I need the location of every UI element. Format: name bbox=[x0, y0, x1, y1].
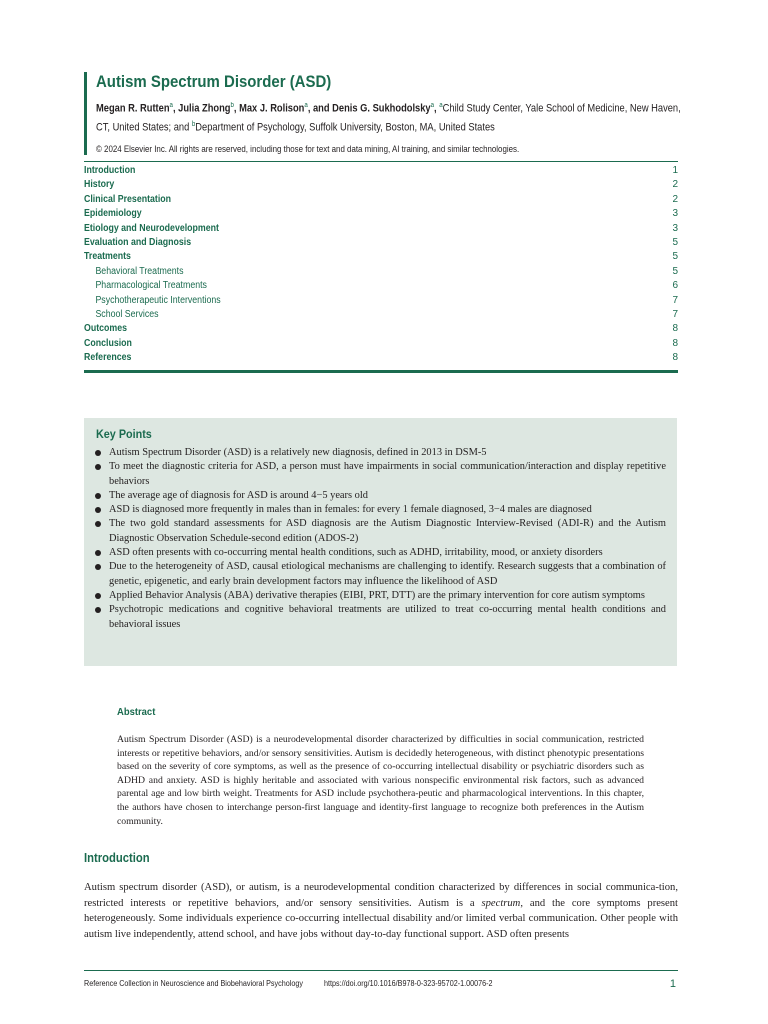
toc-entry-page: 7 bbox=[672, 294, 678, 306]
toc-entry[interactable] bbox=[84, 193, 678, 207]
key-point-item bbox=[94, 446, 666, 460]
bullet-icon bbox=[95, 607, 101, 613]
intro-emphasis: spectrum bbox=[481, 897, 521, 909]
key-point-text: Due to the heterogeneity of ASD, causal etiological mechanisms are challenging to identify. Research suggests that a combination of genetic, epigenetic, and early brain development factors may influence the likelihood of ASD bbox=[109, 561, 666, 587]
affiliation-marker: a bbox=[304, 102, 308, 109]
toc-entry-label[interactable]: Clinical Presentation bbox=[84, 193, 172, 205]
abstract-text: Autism Spectrum Disorder (ASD) is a neurodevelopmental disorder characterized by difficulties in social communication, restricted interests or repetitive behaviors, and/or sensory sensitivities. Autism is decidedly heterogeneous, with distinct phenotypic presentations based on the severity of core symptoms, as well as the presence of co-occurring intellectual disability or psychiatric disorders such as ADHD and anxiety. ASD is highly heritable and associated with various nonspecific environmental risk factors, such as advanced parental age and low birth weight. Treatments for ASD include psychothera-peutic and pharmacological interventions. In this chapter, the authors have chosen to interchange person-first language and identity-first language to recognize both preferences in the Autism community. bbox=[117, 734, 644, 827]
toc-entry-page: 5 bbox=[672, 265, 678, 277]
key-points-list bbox=[94, 446, 666, 632]
key-point-text: ASD is diagnosed more frequently in males than in females: for every 1 female diagnosed, 3−4 males are diagnosed bbox=[109, 504, 592, 516]
intro-text-part: , and the core symptoms present heterogeneously. Some individuals experience co-occurring intellectual disability and/or limited verbal communication. Other people with autism live independently, attend school, and have jobs without day-to-day functional support. ASD often presents bbox=[84, 897, 678, 940]
toc-entry[interactable] bbox=[84, 207, 678, 221]
author-separator: , bbox=[434, 102, 440, 115]
key-point-text: To meet the diagnostic criteria for ASD, a person must have impairments in social communication/interaction and display repetitive behaviors bbox=[109, 461, 666, 487]
author-name[interactable]: Julia Zhong bbox=[178, 102, 231, 115]
toc-entry-label[interactable]: Epidemiology bbox=[84, 208, 142, 220]
toc-entry[interactable] bbox=[84, 337, 678, 351]
toc-entry-page: 7 bbox=[672, 308, 678, 320]
toc-entry-page: 2 bbox=[672, 193, 678, 205]
toc-entry[interactable] bbox=[84, 351, 678, 365]
article-header bbox=[84, 72, 696, 155]
toc-entry[interactable] bbox=[84, 279, 678, 293]
key-point-text: Psychotropic medications and cognitive behavioral treatments are utilized to treat co-occurring mental health conditions and behavioral issues bbox=[109, 604, 666, 630]
affiliation-marker: b bbox=[191, 120, 196, 128]
page-number: 1 bbox=[669, 978, 676, 990]
footer-doi-link[interactable]: https://doi.org/10.1016/B978-0-323-95702-1.00076-2 bbox=[324, 979, 493, 988]
toc-entry-label[interactable]: Psychotherapeutic Interventions bbox=[95, 294, 221, 306]
toc-entry-page: 3 bbox=[672, 208, 678, 220]
table-of-contents bbox=[84, 164, 678, 365]
intro-text-part: Autism spectrum disorder (ASD), or autism, is a neurodevelopmental condition characterized by differences in social communica-tion, restricted interests or repetitive behaviors, and/or sensory sensitivities. Autism is a bbox=[84, 882, 678, 909]
toc-entry[interactable] bbox=[84, 236, 678, 250]
toc-entry[interactable] bbox=[84, 250, 678, 264]
introduction-text bbox=[84, 880, 678, 942]
key-points-heading: Key Points bbox=[96, 427, 152, 441]
bullet-icon bbox=[95, 521, 101, 527]
bullet-icon bbox=[95, 450, 101, 456]
author-separator: , bbox=[172, 102, 179, 115]
key-point-item bbox=[94, 460, 666, 489]
key-point-text: The average age of diagnosis for ASD is around 4−5 years old bbox=[109, 489, 368, 501]
abstract-heading: Abstract bbox=[117, 706, 156, 718]
bullet-icon bbox=[95, 550, 101, 556]
affiliation-marker: a bbox=[169, 102, 173, 109]
toc-entry-label[interactable]: School Services bbox=[95, 308, 159, 320]
footer-divider bbox=[84, 970, 678, 971]
toc-entry-page: 8 bbox=[672, 352, 678, 364]
toc-entry-page: 8 bbox=[672, 323, 678, 335]
affiliation-marker: b bbox=[230, 102, 234, 109]
article-title: Autism Spectrum Disorder (ASD) bbox=[96, 72, 332, 91]
toc-entry[interactable] bbox=[84, 222, 678, 236]
copyright-notice: © 2024 Elsevier Inc. All rights are reserved, including those for text and data mining, AI training, and similar technologies. bbox=[96, 144, 520, 155]
author-name[interactable]: Megan R. Rutten bbox=[96, 102, 170, 115]
author-separator: , bbox=[233, 102, 240, 115]
bullet-icon bbox=[95, 493, 101, 499]
toc-entry[interactable] bbox=[84, 265, 678, 279]
key-point-item bbox=[94, 560, 666, 589]
toc-entry[interactable] bbox=[84, 164, 678, 178]
key-point-text: Autism Spectrum Disorder (ASD) is a relatively new diagnosis, defined in 2013 in DSM-5 bbox=[109, 447, 487, 458]
key-point-item bbox=[94, 517, 666, 546]
key-point-item bbox=[94, 546, 666, 560]
page-footer bbox=[84, 977, 678, 991]
author-separator: , and bbox=[307, 102, 333, 115]
affiliation-b: Department of Psychology, Suffolk University, Boston, MA, United States bbox=[195, 121, 495, 134]
toc-entry-label[interactable]: Introduction bbox=[84, 165, 136, 176]
toc-entry-page: 1 bbox=[672, 165, 678, 176]
key-point-item bbox=[94, 603, 666, 632]
toc-entry-page: 5 bbox=[672, 251, 678, 263]
toc-entry[interactable] bbox=[84, 294, 678, 308]
key-points-box bbox=[84, 418, 677, 666]
key-point-item bbox=[94, 589, 666, 603]
toc-divider-top bbox=[84, 161, 678, 162]
author-list bbox=[96, 98, 684, 135]
bullet-icon bbox=[95, 507, 101, 513]
key-point-text: Applied Behavior Analysis (ABA) derivative therapies (EIBI, PRT, DTT) are the primary intervention for core autism symptoms bbox=[109, 589, 645, 601]
toc-entry-label[interactable]: Conclusion bbox=[84, 337, 132, 349]
toc-entry-page: 3 bbox=[672, 222, 678, 234]
toc-entry-label[interactable]: Behavioral Treatments bbox=[95, 265, 184, 277]
toc-entry-label[interactable]: Etiology and Neurodevelopment bbox=[84, 222, 219, 234]
toc-entry-label[interactable]: Outcomes bbox=[84, 323, 128, 335]
toc-entry-label[interactable]: Evaluation and Diagnosis bbox=[84, 236, 192, 248]
key-point-item bbox=[94, 503, 666, 517]
key-point-item bbox=[94, 489, 666, 503]
toc-entry-label[interactable]: Treatments bbox=[84, 251, 131, 263]
toc-entry-page: 6 bbox=[672, 280, 678, 292]
toc-entry-label[interactable]: References bbox=[84, 352, 132, 364]
bullet-icon bbox=[95, 564, 101, 570]
key-point-text: ASD often presents with co-occurring mental health conditions, such as ADHD, irritability, mood, or anxiety disorders bbox=[109, 547, 603, 559]
toc-entry-label[interactable]: History bbox=[84, 179, 115, 191]
affiliation-marker: a bbox=[430, 102, 435, 109]
toc-entry[interactable] bbox=[84, 178, 678, 192]
toc-entry[interactable] bbox=[84, 308, 678, 322]
affiliation-a: Child Study Center, Yale School of Medicine, New Haven, CT, United States; and bbox=[96, 102, 681, 134]
author-name[interactable]: Denis G. Sukhodolsky bbox=[332, 102, 431, 115]
bullet-icon bbox=[95, 464, 101, 470]
toc-entry[interactable] bbox=[84, 322, 678, 336]
toc-entry-page: 8 bbox=[672, 337, 678, 349]
author-name[interactable]: Max J. Rolison bbox=[239, 102, 305, 115]
key-point-text: The two gold standard assessments for ASD diagnosis are the Autism Diagnostic Interview-Revised (ADI-R) and the Autism Diagnostic Observation Schedule-second edition (ADOS-2) bbox=[109, 518, 666, 544]
bullet-icon bbox=[95, 593, 101, 599]
footer-source: Reference Collection in Neuroscience and Biobehavioral Psychology bbox=[84, 979, 303, 988]
toc-entry-page: 2 bbox=[672, 179, 678, 191]
affiliation-marker: a bbox=[439, 102, 443, 109]
introduction-heading: Introduction bbox=[84, 851, 150, 865]
toc-entry-label[interactable]: Pharmacological Treatments bbox=[95, 280, 207, 292]
toc-entry-page: 5 bbox=[672, 236, 678, 248]
toc-divider-bottom bbox=[84, 370, 678, 373]
